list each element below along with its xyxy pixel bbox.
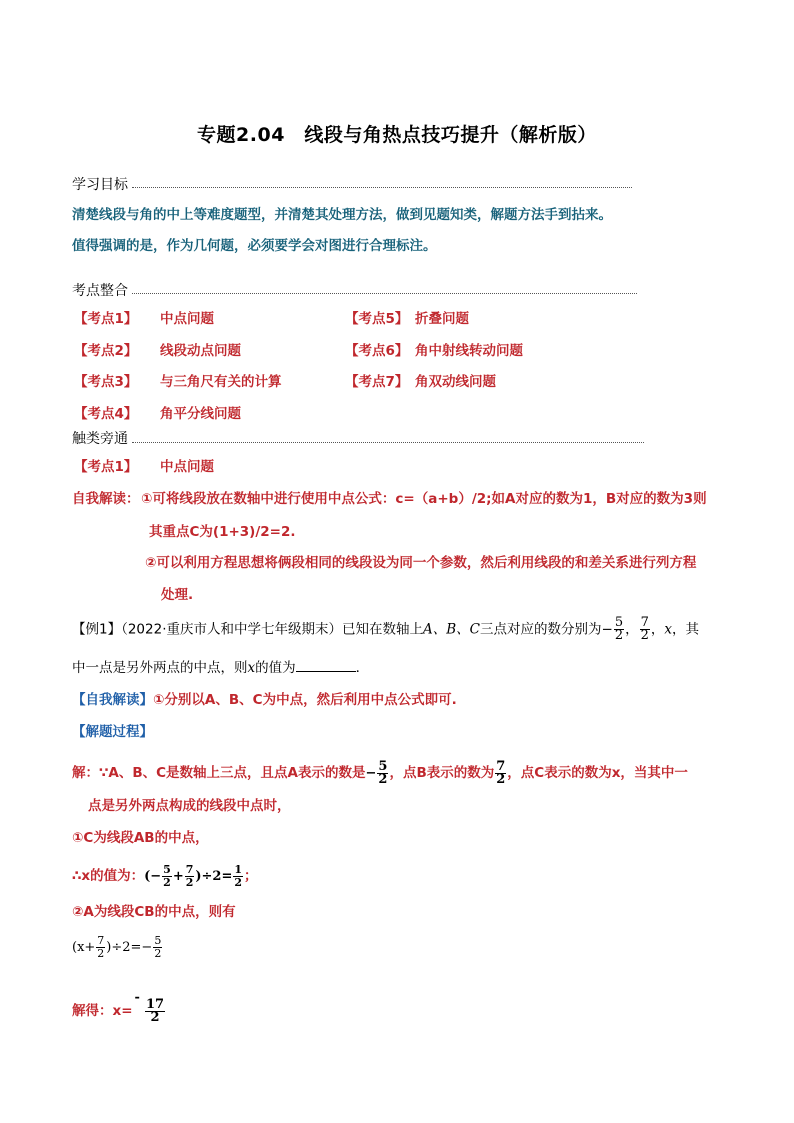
topic-4-tag: 【考点4】 (74, 406, 138, 422)
topic-7-name[interactable]: 角双动线问题 (415, 374, 496, 390)
page-title: 专题2.04 线段与角热点技巧提升（解析版） (197, 124, 597, 146)
topic-5-tag: 【考点5】 (345, 311, 409, 327)
section-practice: 触类旁通 (72, 431, 128, 447)
topic-6-tag: 【考点6】 (345, 343, 409, 359)
kp1-name: 中点问题 (160, 459, 214, 475)
section-integration: 考点整合 (72, 283, 128, 299)
integration-rule (132, 293, 637, 294)
case-c-midpoint: ①C为线段AB的中点， (72, 830, 209, 846)
topic-1-tag: 【考点1】 (74, 311, 138, 327)
self-read-p2b: 处理. (161, 587, 194, 603)
topic-7-tag: 【考点7】 (345, 374, 409, 390)
answer-blank[interactable] (296, 657, 356, 672)
self-read-p1a: ①可将线段放在数轴中进行使用中点公式：c=（a+b）/2;如A对应的数为1，B对应的数为3则 (141, 491, 707, 507)
self-read-label: 自我解读： (72, 491, 140, 507)
example-suffix: ，其 (672, 621, 699, 638)
example-prefix: 【例1】（2022·重庆市人和中学七年级期末）已知在数轴上 (72, 621, 423, 638)
process-label: 【解题过程】 (72, 724, 153, 740)
kp1-tag: 【考点1】 (74, 459, 138, 475)
hint-row (72, 688, 457, 708)
example-points: A、B、C (423, 621, 480, 638)
solution-frac-b: $\frac{7}{2}$ (496, 758, 506, 787)
example-x: x (664, 621, 672, 638)
topic-5-name[interactable]: 折叠问题 (415, 311, 469, 327)
topic-1-name[interactable]: 中点问题 (160, 311, 214, 327)
hint-text: ①分别以A、B、C为中点，然后利用中点公式即可. (153, 692, 457, 708)
example-frac-2: $\frac{7}{2}$ (640, 615, 649, 643)
topic-2-tag: 【考点2】 (74, 343, 138, 359)
example-f1-sign: − (601, 621, 613, 638)
topic-2-name[interactable]: 线段动点问题 (160, 343, 241, 359)
example-frac-1: $\frac{5}{2}$ (614, 615, 624, 643)
topic-4-name[interactable]: 角平分线问题 (160, 406, 241, 422)
topic-3-name[interactable]: 与三角尺有关的计算 (160, 374, 282, 390)
answer-line: 解得：x=- $\frac{17}{2}$ (72, 990, 165, 1025)
case-a-midpoint: ②A为线段CB的中点，则有 (72, 904, 236, 920)
objectives-rule (132, 187, 632, 188)
case-c-value: ∴x的值为：(− $\frac{5}{2}$ + $\frac{7}{2}$ )÷2= $\frac{1}{2}$ ； (72, 863, 258, 889)
example-1-line1: 【例1】（2022·重庆市人和中学七年级期末）已知在数轴上A、B、C三点对应的数分别为− $\frac{5}{2}$ ， $\frac{7}{2}$ ，x，其 (72, 615, 699, 643)
practice-rule (132, 442, 644, 443)
case-a-equation: (x+ $\frac{7}{2}$ )÷2=− $\frac{5}{2}$ (72, 934, 162, 960)
case-c-expr: (− $\frac{5}{2}$ + $\frac{7}{2}$ )÷2= $\frac{1}{2}$ (144, 863, 243, 889)
example-mid: 三点对应的数分别为 (480, 621, 602, 638)
self-read-p1b: 其重点C为(1+3)/2=2. (149, 524, 296, 540)
solution-frac-a: $\frac{5}{2}$ (378, 758, 388, 787)
section-objectives: 学习目标 (72, 177, 128, 193)
topic-3-tag: 【考点3】 (74, 374, 138, 390)
example-1-line2: 中一点是另外两点的中点，则x的值为 ． (72, 656, 369, 676)
solution-line1: 解：∵A、B、C是数轴上三点，且点A表示的数是− $\frac{5}{2}$ ，点B表示的数为 $\frac{7}{2}$ ，点C表示的数为x，当其中一 (72, 758, 688, 787)
topic-6-name[interactable]: 角中射线转动问题 (415, 343, 523, 359)
objective-1: 清楚线段与角的中上等难度题型，并清楚其处理方法，做到见题知类，解题方法手到拈来。 (72, 207, 612, 223)
objective-2: 值得强调的是，作为几何题，必须要学会对图进行合理标注。 (72, 238, 437, 254)
solution-line2: 点是另外两点构成的线段中点时， (88, 798, 291, 814)
self-read-p2a: ②可以利用方程思想将俩段相同的线段设为同一个参数，然后利用线段的和差关系进行列方程 (145, 555, 697, 571)
hint-label: 【自我解读】 (72, 692, 153, 708)
